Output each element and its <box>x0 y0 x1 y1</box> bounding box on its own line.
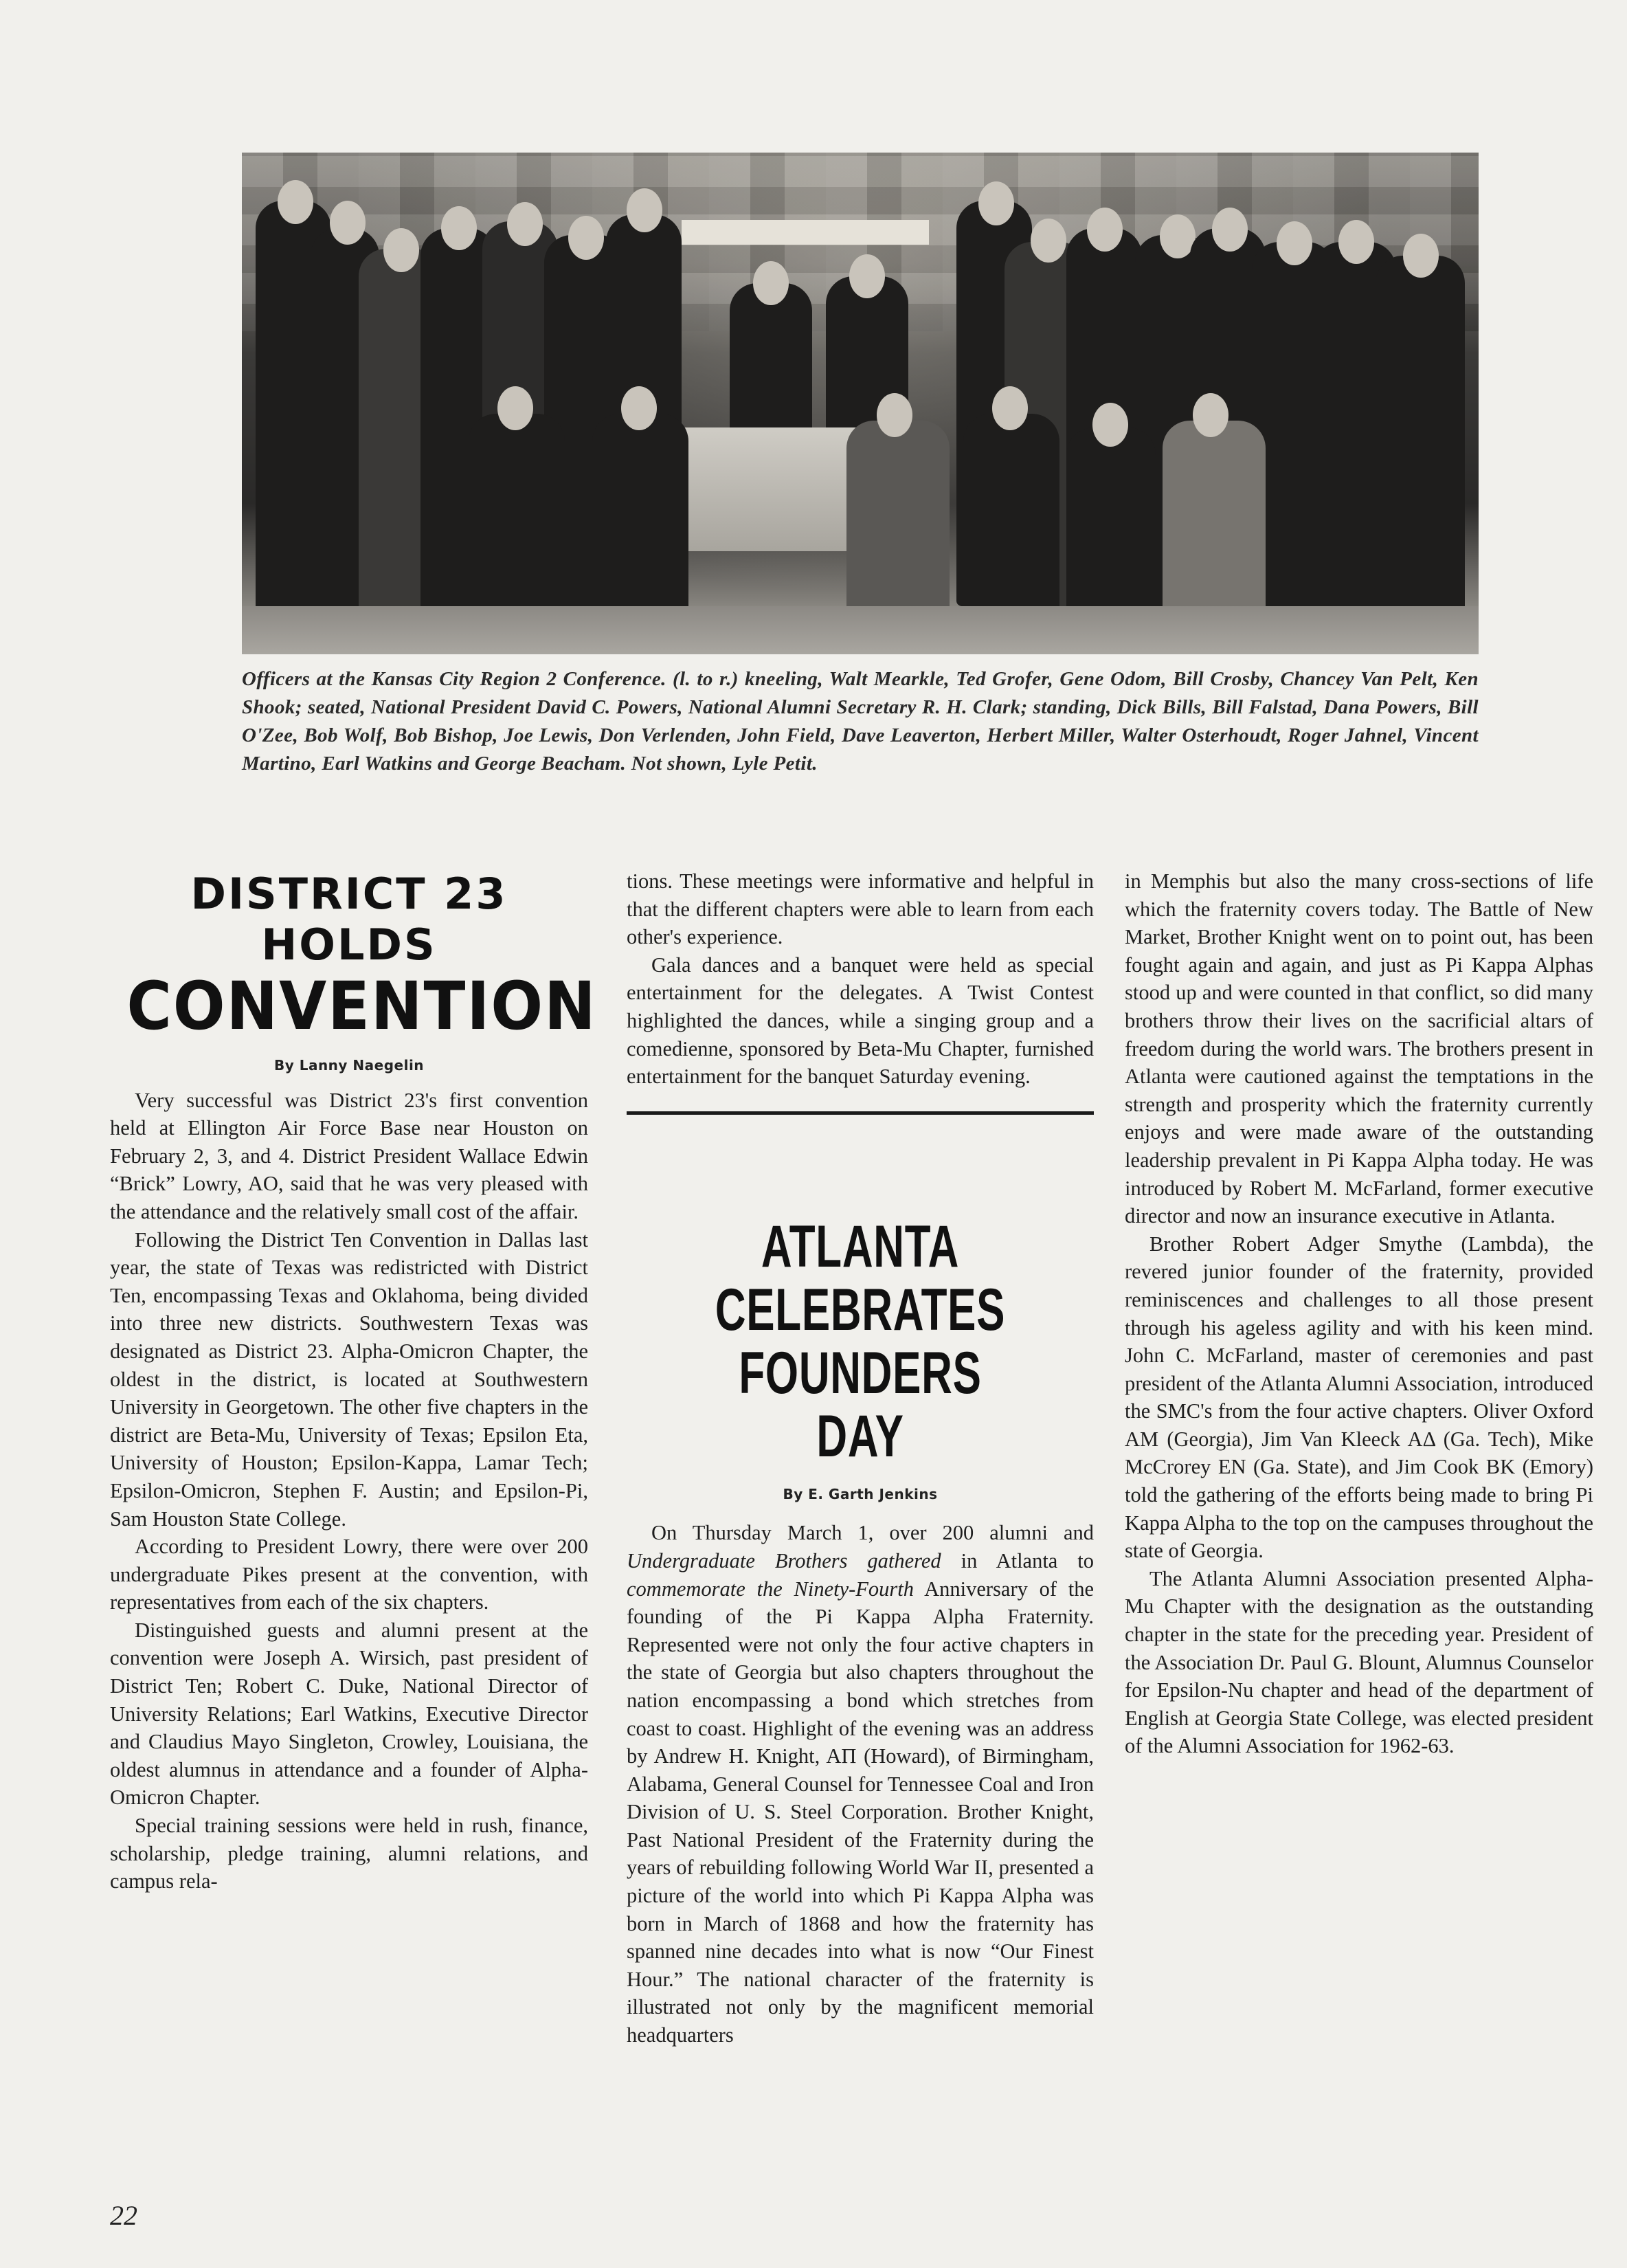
article1-headline <box>110 869 597 1045</box>
person-head <box>621 386 657 430</box>
article1-paragraph: Following the District Ten Convention in Dallas last year, the state of Texas was redistricted with District Ten, encompassing Texas and Oklahoma, being divided into three new districts. Southwestern Texas was designated as District 23. Alpha-Omicron Chapter, the oldest in the district, is located at Southwestern University in Georgetown. The other five chapters in the district are Beta-Mu, University of Texas; Epsilon Eta, University of Houston; Epsilon-Kappa, Lamar Tech; Epsilon-Omicron, Stephen F. Austin; and Epsilon-Pi, Sam Houston State College. <box>110 1227 588 1531</box>
article1-paragraph: Special training sessions were held in rush, finance, scholarship, pledge training, alumni relations, and campus rela- <box>110 1814 588 1893</box>
person-head <box>1092 403 1128 447</box>
cart-canopy <box>682 220 929 245</box>
person-figure <box>846 421 950 620</box>
article2-byline: By E. Garth Jenkins <box>783 1485 938 1502</box>
article1-headline-line1: DISTRICT 23 HOLDS <box>190 869 508 970</box>
column-1 <box>110 867 597 1895</box>
person-figure <box>469 414 565 620</box>
person-head <box>497 386 533 430</box>
person-head <box>507 202 543 246</box>
person-head <box>849 254 885 298</box>
person-figure <box>592 414 688 620</box>
photo-caption: Officers at the Kansas City Region 2 Conference. (l. to r.) kneeling, Walt Mearkle, Ted Grofer, Gene Odom, Bill Crosby, Chancey Van Pelt, Ken Shook; seated, National President David C. Powers, National Alumni Secretary R. H. Clark; standing, Dick Bills, Bill Falstad, Dana Powers, Bill O'Zee, Bob Wolf, Bob Bishop, Joe Lewis, Don Verlenden, John Field, Dave Leaverton, Herbert Miller, Walter Osterhoudt, Roger Jahnel, Vincent Martino, Earl Watkins and George Beacham. Not shown, Lyle Petit. <box>242 668 1479 775</box>
person-head <box>1087 208 1123 252</box>
text-run: On Thursday March 1, over 200 alumni and <box>651 1521 1094 1545</box>
person-figure <box>963 414 1059 620</box>
article2-paragraph <box>627 1519 1094 2049</box>
italic-text-run: commemorate the Ninety-Fourth <box>627 1577 915 1601</box>
article2-headline-line1: ATLANTA CELEBRATES <box>715 1213 1006 1343</box>
article1-continuation: Gala dances and a banquet were held as special entertainment for the delegates. A Twist Contest highlighted the dances, while a singing group and a comedienne, sponsored by Beta-Mu Chapter, furnished entertainment for the banquet Saturday evening. <box>627 953 1094 1089</box>
person-head <box>978 181 1014 225</box>
person-head <box>278 180 313 224</box>
article2-paragraph: in Memphis but also the many cross-sections of life which the fraternity covers today. The Battle of New Market, Brother Knight went on to point out, has been fought again and again, and just as Pi Kappa Alphas stood up and were counted in that conflict, so did many brothers throw their lives on the sacrificial altars of freedom during the world wars. The brothers present in Atlanta were cautioned against the temptations in the strength and prosperity which the fraternity currently enjoys and were made aware of the outstanding leadership prevalent in Pi Kappa Alpha today. He was introduced by Robert M. McFarland, former executive director and now an insurance executive in Atlanta. <box>1125 869 1593 1228</box>
article1-paragraph: Distinguished guests and alumni present at the convention were Joseph A. Wirsich, past president of District Ten; Robert C. Duke, National Director of University Relations; Earl Watkins, Executive Director and Claudius Mayo Singleton, Crowley, Louisiana, the oldest alumnus in attendance and a founder of Alpha-Omicron Chapter. <box>110 1618 588 1810</box>
person-figure <box>1163 421 1266 620</box>
person-head <box>877 393 912 437</box>
article2-paragraph: The Atlanta Alumni Association presented Alpha-Mu Chapter with the designation as the outstanding chapter in the state for the preceding year. President of the Association Dr. Paul G. Blount, Alumnus Counselor for Epsilon-Nu chapter and head of the department of English at Georgia State College, was elected president of the Alumni Association for 1962-63. <box>1125 1566 1593 1758</box>
cart <box>668 427 860 551</box>
person-head <box>568 216 604 260</box>
person-figure <box>1376 256 1465 613</box>
column-3 <box>1125 867 1593 1760</box>
person-head <box>441 206 477 250</box>
page-number: 22 <box>110 2200 137 2231</box>
article1-headline-line2: CONVENTION <box>126 968 597 1045</box>
group-photo <box>242 153 1479 654</box>
person-head <box>1403 234 1439 278</box>
text-run: in Atlanta to <box>941 1548 1094 1572</box>
article1-continuation: tions. These meetings were informative and helpful in that the different chapters were able to learn from each other's experience. <box>627 869 1094 949</box>
person-head <box>330 201 366 245</box>
person-head <box>1212 208 1248 252</box>
article1-byline: By Lanny Naegelin <box>273 1057 425 1074</box>
article-divider-rule <box>627 1111 1094 1115</box>
italic-text-run: Undergraduate Brothers gathered <box>627 1548 941 1572</box>
person-head <box>1277 221 1312 265</box>
person-head <box>1031 219 1066 263</box>
article2-paragraph: Brother Robert Adger Smythe (Lambda), the revered junior founder of the fraternity, provided reminiscences and challenges to all those present through his ageless agility and with his keen mind. John C. McFarland, master of ceremonies and past president of the Atlanta Alumni Association, introduced the SMC's from the four active chapters. Oliver Oxford AM (Georgia), Jim Van Kleeck AΔ (Ga. Tech), Mike McCrorey EN (Ga. State), and Jim Cook BK (Emory) told the gathering of the efforts being made to bring Pi Kappa Alpha to the top on the campuses throughout the state of Georgia. <box>1125 1232 1593 1563</box>
person-head <box>753 261 789 305</box>
ground <box>242 606 1479 654</box>
article2-headline <box>627 1215 1094 1468</box>
person-head <box>1193 393 1228 437</box>
text-run: Anniversary of the founding of the Pi Kappa Alpha Fraternity. Represented were not only the four active chapters in the state of Georgia but also chapters throughout the nation encompassing a bond which stretches from coast to coast. Highlight of the evening was an address by Andrew H. Knight, AΠ (Howard), of Birmingham, Alabama, General Counsel for Tennessee Coal and Iron Division of U. S. Steel Corporation. Brother Knight, Past National President of the Fraternity during the years of rebuilding following World War II, presented a picture of the world into which Pi Kappa Alpha was born in March of 1868 and how the fraternity has spanned nine decades into what is now “Our Finest Hour.” The national character of the fraternity is illustrated not only by the magnificent memorial headquarters <box>627 1577 1094 2047</box>
article1-paragraph: According to President Lowry, there were over 200 undergraduate Pikes present at the convention, with representatives from each of the six chapters. <box>110 1535 588 1614</box>
person-head <box>627 188 662 232</box>
column-2 <box>627 867 1094 2049</box>
person-figure <box>1066 427 1156 620</box>
article1-paragraph: Very successful was District 23's first convention held at Ellington Air Force Base near Houston on February 2, 3, and 4. District President Wallace Edwin “Brick” Lowry, AO, said that he was very pleased with the attendance and the relatively small cost of the affair. <box>110 1088 588 1223</box>
person-head <box>992 386 1028 430</box>
article2-headline-line2: FOUNDERS DAY <box>739 1339 982 1469</box>
person-head <box>1338 220 1374 264</box>
person-head <box>383 228 419 272</box>
